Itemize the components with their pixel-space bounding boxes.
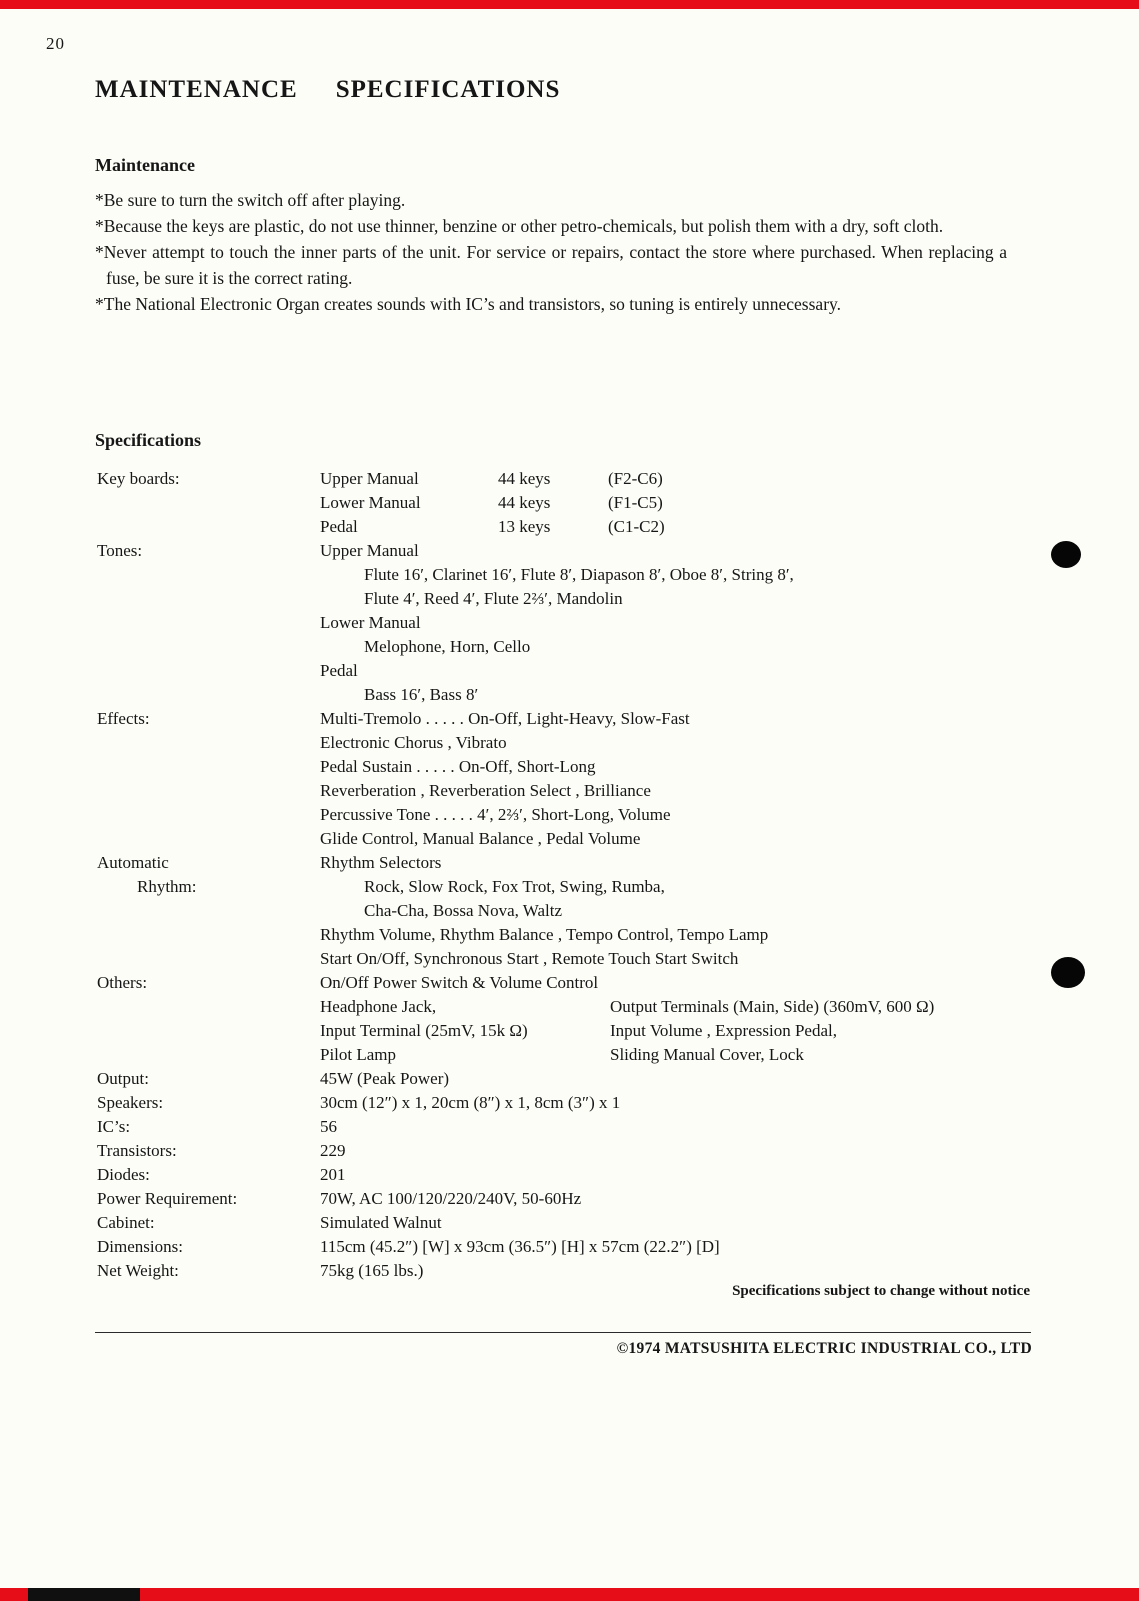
spec-label-line: Rhythm: [137, 877, 197, 896]
spec-label-line: Tones: [97, 541, 143, 560]
spec-label-line: Automatic [97, 853, 169, 872]
spec-line: Flute 4′, Reed 4′, Flute 2⅔′, Mandolin [364, 589, 623, 608]
spec-label-line: IC’s: [97, 1117, 131, 1136]
title-maintenance: MAINTENANCE [95, 76, 298, 103]
spec-row [97, 1067, 1057, 1091]
maintenance-item: *Never attempt to touch the inner parts of the unit. For service or repairs, contact the store where purchased. When replacing a fuse, be sure it is the correct rating. [95, 242, 1007, 288]
spec-label [97, 1163, 320, 1187]
spec-line: Glide Control, Manual Balance , Pedal Volume [320, 829, 641, 848]
page-title [95, 76, 560, 104]
spec-cell: 13 keys [498, 517, 551, 536]
spec-line: 45W (Peak Power) [320, 1069, 450, 1088]
spec-value [320, 467, 1057, 539]
spec-row [97, 467, 1057, 539]
spec-line: 115cm (45.2″) [W] x 93cm (36.5″) [H] x 57cm (22.2″) [D] [320, 1237, 720, 1256]
spec-line [320, 1019, 1057, 1043]
spec-line: Percussive Tone . . . . . 4′, 2⅔′, Short-Long, Volume [320, 805, 671, 824]
spec-label [97, 971, 320, 1067]
spec-line [320, 491, 1057, 515]
spec-value [320, 1211, 1057, 1235]
bottom-edge-band [0, 1588, 1139, 1601]
spec-line: 229 [320, 1141, 346, 1160]
spec-label [97, 1235, 320, 1259]
spec-cell: Sliding Manual Cover, Lock [610, 1045, 804, 1064]
spec-cell: Headphone Jack, [320, 997, 437, 1016]
spec-cell: Lower Manual [320, 493, 421, 512]
spec-value [320, 1115, 1057, 1139]
spec-label-line: Net Weight: [97, 1261, 179, 1280]
spec-label-line: Output: [97, 1069, 149, 1088]
spec-value [320, 1163, 1057, 1187]
spec-value [320, 1259, 1057, 1283]
spec-row [97, 539, 1057, 707]
maintenance-item: *Because the keys are plastic, do not use thinner, benzine or other petro-chemicals, but polish them with a dry, soft cloth. [95, 216, 944, 236]
spec-line: Electronic Chorus , Vibrato [320, 733, 507, 752]
spec-cell: (F2-C6) [608, 469, 663, 488]
binder-hole-mark [1051, 541, 1081, 568]
spec-cell: Upper Manual [320, 469, 419, 488]
spec-label-line: Power Requirement: [97, 1189, 238, 1208]
spec-line: Pedal Sustain . . . . . On-Off, Short-Long [320, 757, 596, 776]
spec-value [320, 1187, 1057, 1211]
spec-row [97, 1139, 1057, 1163]
spec-line: Lower Manual [320, 613, 421, 632]
maintenance-item: *The National Electronic Organ creates sounds with IC’s and transistors, so tuning is entirely unnecessary. [95, 294, 842, 314]
spec-cell: 44 keys [498, 469, 551, 488]
spec-label [97, 1211, 320, 1235]
spec-line: 70W, AC 100/120/220/240V, 50-60Hz [320, 1189, 582, 1208]
spec-label-line: Effects: [97, 709, 150, 728]
spec-line: Upper Manual [320, 541, 419, 560]
specifications-heading: Specifications [95, 430, 201, 450]
spec-line: 30cm (12″) x 1, 20cm (8″) x 1, 8cm (3″) x 1 [320, 1093, 621, 1112]
spec-label [97, 707, 320, 851]
spec-label [97, 467, 320, 539]
spec-value [320, 539, 1057, 707]
spec-line: Bass 16′, Bass 8′ [364, 685, 479, 704]
spec-line: Reverberation , Reverberation Select , Brilliance [320, 781, 651, 800]
spec-line: Flute 16′, Clarinet 16′, Flute 8′, Diapason 8′, Oboe 8′, String 8′, [364, 565, 794, 584]
spec-label [97, 1067, 320, 1091]
spec-cell: Input Volume , Expression Pedal, [610, 1021, 837, 1040]
spec-value [320, 1091, 1057, 1115]
spec-value [320, 851, 1057, 971]
spec-value [320, 707, 1057, 851]
spec-label [97, 1259, 320, 1283]
spec-line [320, 467, 1057, 491]
spec-row [97, 1091, 1057, 1115]
spec-line: 75kg (165 lbs.) [320, 1261, 424, 1280]
spec-label [97, 851, 320, 971]
spec-row [97, 971, 1057, 1067]
spec-label-line: Others: [97, 973, 148, 992]
spec-label [97, 1115, 320, 1139]
bottom-black-mark [28, 1588, 140, 1601]
spec-line: On/Off Power Switch & Volume Control [320, 973, 599, 992]
spec-label-line: Speakers: [97, 1093, 164, 1112]
maintenance-heading: Maintenance [95, 155, 195, 175]
spec-line: Pedal [320, 661, 358, 680]
top-edge-band [0, 0, 1139, 9]
spec-label [97, 539, 320, 707]
spec-table [97, 467, 1057, 1283]
spec-cell: Pedal [320, 517, 358, 536]
footer-rule [95, 1332, 1031, 1333]
spec-label-line: Key boards: [97, 469, 180, 488]
spec-line: 201 [320, 1165, 346, 1184]
spec-label-line: Diodes: [97, 1165, 150, 1184]
spec-line [320, 1043, 1057, 1067]
spec-label-line: Transistors: [97, 1141, 177, 1160]
spec-row [97, 707, 1057, 851]
spec-cell: (F1-C5) [608, 493, 663, 512]
spec-cell: (C1-C2) [608, 517, 665, 536]
spec-line [320, 995, 1057, 1019]
spec-row [97, 1259, 1057, 1283]
spec-value [320, 1067, 1057, 1091]
spec-line: Simulated Walnut [320, 1213, 442, 1232]
spec-line: Cha-Cha, Bossa Nova, Waltz [364, 901, 563, 920]
spec-cell: Input Terminal (25mV, 15k Ω) [320, 1021, 528, 1040]
spec-line: Melophone, Horn, Cello [364, 637, 531, 656]
spec-line: Rhythm Volume, Rhythm Balance , Tempo Control, Tempo Lamp [320, 925, 769, 944]
spec-row [97, 1115, 1057, 1139]
spec-value [320, 1235, 1057, 1259]
copyright-line: ©1974 MATSUSHITA ELECTRIC INDUSTRIAL CO., LTD [616, 1340, 1032, 1357]
spec-label [97, 1187, 320, 1211]
spec-line: Rhythm Selectors [320, 853, 442, 872]
spec-cell: 44 keys [498, 493, 551, 512]
spec-row [97, 1235, 1057, 1259]
spec-row [97, 1163, 1057, 1187]
spec-line [320, 515, 1057, 539]
page-number: 20 [46, 34, 65, 53]
maintenance-list [95, 187, 1007, 317]
title-specifications: SPECIFICATIONS [335, 76, 561, 103]
spec-label-line: Cabinet: [97, 1213, 155, 1232]
spec-line: Rock, Slow Rock, Fox Trot, Swing, Rumba, [364, 877, 665, 896]
spec-line: 56 [320, 1117, 337, 1136]
spec-cell: Output Terminals (Main, Side) (360mV, 600 Ω) [610, 997, 935, 1016]
spec-row [97, 851, 1057, 971]
maintenance-item: *Be sure to turn the switch off after playing. [95, 190, 406, 210]
binder-hole-mark [1051, 957, 1085, 988]
spec-value [320, 971, 1057, 1067]
change-notice: Specifications subject to change without notice [732, 1283, 1030, 1299]
spec-row [97, 1211, 1057, 1235]
spec-line: Multi-Tremolo . . . . . On-Off, Light-Heavy, Slow-Fast [320, 709, 690, 728]
spec-label [97, 1091, 320, 1115]
spec-row [97, 1187, 1057, 1211]
spec-cell: Pilot Lamp [320, 1045, 397, 1064]
spec-label [97, 1139, 320, 1163]
spec-line: Start On/Off, Synchronous Start , Remote Touch Start Switch [320, 949, 739, 968]
spec-value [320, 1139, 1057, 1163]
spec-label-line: Dimensions: [97, 1237, 183, 1256]
